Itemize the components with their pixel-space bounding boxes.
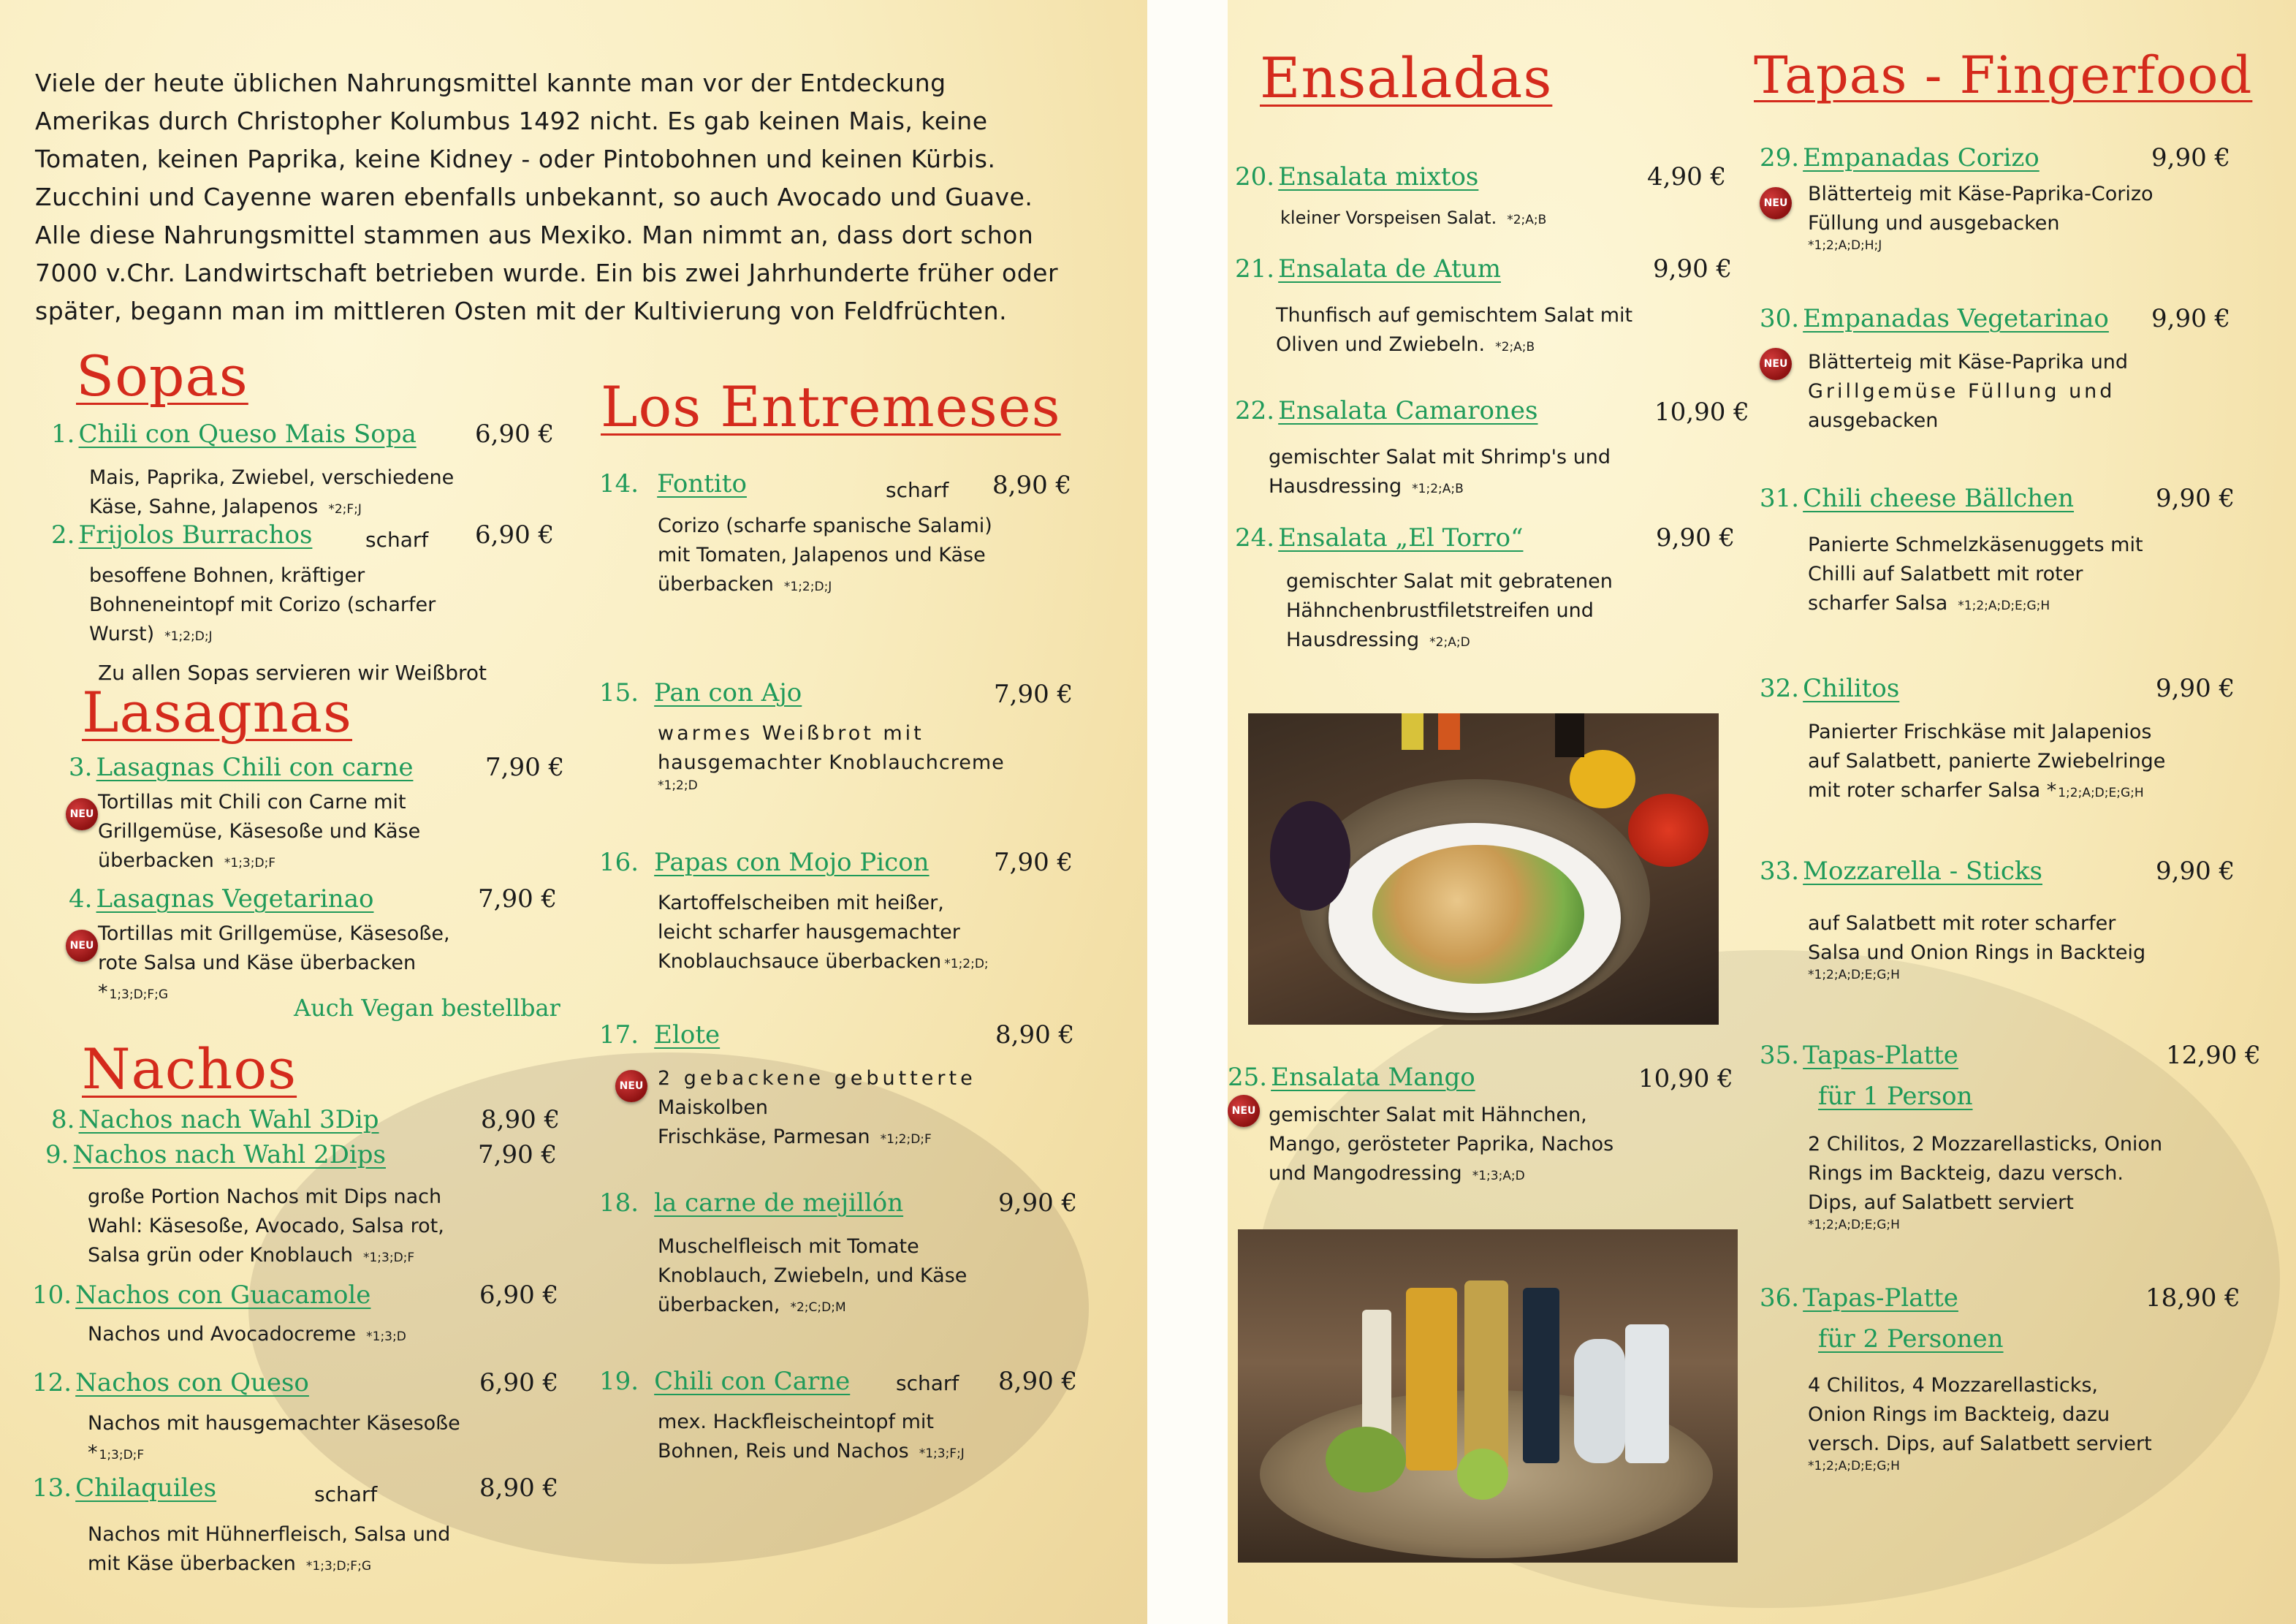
menu-item-31: 31. Chili cheese Bällchen — [1760, 484, 2075, 513]
menu-item-19-price: 8,90 € — [998, 1367, 1078, 1396]
menu-item-33-desc: auf Salatbett mit roter scharfer Salsa und Onion Rings in Backteig *1;2;A;D;E;G;H — [1808, 912, 2146, 982]
section-heading-ensaladas: Ensaladas — [1260, 45, 1553, 110]
new-badge-icon: NEU — [66, 798, 98, 830]
menu-item-17-price: 8,90 € — [995, 1020, 1075, 1050]
menu-item-31-price: 9,90 € — [2156, 484, 2235, 513]
menu-item-24: 24. Ensalata „El Torro“ — [1235, 523, 1524, 553]
menu-item-21-desc: Thunfisch auf gemischtem Salat mit Oliven und Zwiebeln. *2;A;B — [1276, 304, 1633, 356]
menu-page-left — [0, 0, 1147, 1624]
section-heading-sopas: Sopas — [76, 344, 248, 409]
menu-item-4-price: 7,90 € — [478, 884, 558, 914]
bottle-shape — [1402, 713, 1423, 750]
menu-item-10-desc: Nachos und Avocadocreme *1;3;D — [88, 1323, 406, 1346]
menu-item-36-desc: 4 Chilitos, 4 Mozzarellasticks, Onion Rings im Backteig, dazu versch. Dips, auf Salatbett serviert *1;2;A;D;E;G;H — [1808, 1374, 2152, 1473]
menu-item-2-desc: besoffene Bohnen, kräftiger Bohneneintopf mit Corizo (scharfer Wurst) *1;2;D;J — [89, 564, 436, 645]
pepper-shape — [1570, 750, 1635, 808]
menu-item-2: 2. Frijolos Burrachos — [51, 520, 313, 550]
bottle-shape — [1574, 1339, 1625, 1463]
menu-item-4: 4. Lasagnas Vegetarinao — [69, 884, 374, 914]
grapes-shape — [1457, 1449, 1508, 1500]
new-badge-icon: NEU — [1760, 348, 1792, 380]
menu-item-24-price: 9,90 € — [1656, 523, 1736, 553]
menu-item-3-desc: Tortillas mit Chili con Carne mit Grillgemüse, Käsesoße und Käse überbacken *1;3;D;F — [98, 791, 421, 872]
menu-item-13: 13. Chilaquiles — [32, 1473, 217, 1503]
lime-shape — [1326, 1427, 1406, 1492]
tomato-shape — [1628, 794, 1708, 867]
menu-item-10: 10. Nachos con Guacamole — [32, 1280, 371, 1310]
section-heading-nachos: Nachos — [82, 1036, 297, 1101]
menu-item-2-price: 6,90 € — [475, 520, 555, 550]
menu-item-35-desc: 2 Chilitos, 2 Mozzarellasticks, Onion Rings im Backteig, dazu versch. Dips, auf Salatbett serviert *1;2;A;D;E;G;H — [1808, 1133, 2163, 1232]
menu-item-17: 17. Elote — [599, 1020, 721, 1050]
menu-page-right — [1228, 0, 2296, 1624]
menu-item-30-price: 9,90 € — [2151, 304, 2231, 333]
page-gutter — [1147, 0, 1228, 1624]
menu-item-20: 20. Ensalata mixtos — [1235, 162, 1479, 191]
bottle-shape — [1438, 713, 1460, 750]
menu-item-29-desc: Blätterteig mit Käse-Paprika-Corizo Füllung und ausgebacken *1;2;A;D;H;J — [1808, 183, 2154, 253]
menu-item-22: 22. Ensalata Camarones — [1235, 396, 1538, 425]
menu-item-20-desc: kleiner Vorspeisen Salat. *2;A;B — [1280, 208, 1547, 228]
menu-item-15-price: 7,90 € — [994, 680, 1073, 709]
tequila-photo — [1238, 1229, 1738, 1563]
menu-item-16: 16. Papas con Mojo Picon — [599, 848, 930, 877]
bottle-shape — [1406, 1288, 1457, 1471]
vegan-note: Auch Vegan bestellbar — [294, 994, 560, 1022]
menu-item-20-price: 4,90 € — [1647, 162, 1727, 191]
menu-item-12: 12. Nachos con Queso — [32, 1368, 309, 1397]
menu-item-1-price: 6,90 € — [475, 420, 555, 449]
menu-item-30: 30. Empanadas Vegetarinao — [1760, 304, 2109, 333]
menu-item-15-desc: warmes Weißbrot mit hausgemachter Knoblauchcreme *1;2;D — [658, 722, 1005, 793]
menu-item-32: 32. Chilitos — [1760, 674, 1900, 703]
menu-item-25-price: 10,90 € — [1638, 1064, 1733, 1093]
menu-item-12-desc: Nachos mit hausgemachter Käsesoße * 1;3;D;F — [88, 1412, 460, 1464]
bottle-shape — [1464, 1280, 1508, 1471]
menu-item-17-desc: 2 gebackene gebutterte Maiskolben Frischkäse, Parmesan *1;2;D;F — [658, 1067, 976, 1148]
menu-item-14-price: 8,90 € — [992, 471, 1072, 500]
new-badge-icon: NEU — [615, 1070, 647, 1102]
menu-item-9-price: 7,90 € — [478, 1140, 558, 1169]
menu-item-22-desc: gemischter Salat mit Shrimp's und Hausdressing *1;2;A;B — [1269, 446, 1611, 498]
spicy-label: scharf — [365, 528, 429, 552]
menu-item-14-desc: Corizo (scharfe spanische Salami) mit Tomaten, Jalapenos und Käse überbacken *1;2;D;J — [658, 515, 992, 596]
menu-item-35-subtitle: für 1 Person — [1818, 1082, 1973, 1111]
intro-text: Viele der heute üblichen Nahrungsmittel kannte man vor der Entdeckung Amerikas durch Christopher Kolumbus 1492 nicht. Es gab keinen Mais, keine Tomaten, keinen Paprika, keine Kidney - oder Pintobohnen und keinen Kürbis. Zucchini und Cayenne waren ebenfalls unbekannt, so auch Avocado und Guave. Alle diese Nahrungsmittel stammen aus Mexiko. Man nimmt an, dass dort schon 7000 v.Chr. Landwirtschaft betrieben wurde. Ein bis zwei Jahrhunderte früher oder später, begann man im mittleren Osten mit der Kultivierung von Feldfrüchten. — [35, 69, 1059, 325]
menu-item-4-desc: Tortillas mit Grillgemüse, Käsesoße, rote Salsa und Käse überbacken * 1;3;D;F;G — [98, 922, 450, 1003]
menu-item-1: 1. Chili con Queso Mais Sopa — [51, 420, 417, 449]
bottle-shape — [1555, 713, 1584, 757]
menu-item-10-price: 6,90 € — [479, 1280, 559, 1310]
menu-item-33: 33. Mozzarella - Sticks — [1760, 857, 2042, 886]
menu-item-19-desc: mex. Hackfleischeintopf mit Bohnen, Reis und Nachos *1;3;F;J — [658, 1411, 965, 1462]
menu-item-21-price: 9,90 € — [1653, 254, 1733, 284]
section-heading-entremeses: Los Entremeses — [601, 374, 1061, 439]
menu-item-15: 15. Pan con Ajo — [599, 678, 802, 707]
bottle-shape — [1625, 1324, 1669, 1463]
spicy-label: scharf — [896, 1371, 959, 1395]
menu-item-13-desc: Nachos mit Hühnerfleisch, Salsa und mit Käse überbacken *1;3;D;F;G — [88, 1523, 451, 1575]
menu-item-36: 36. Tapas-Platte — [1760, 1283, 1958, 1313]
menu-item-3: 3. Lasagnas Chili con carne — [69, 753, 414, 782]
menu-item-32-desc: Panierter Frischkäse mit Jalapenios auf Salatbett, panierte Zwiebelringe mit roter scharfer Salsa * 1;2;A;D;E;G;H — [1808, 721, 2166, 802]
menu-item-9: 9. Nachos nach Wahl 2Dips — [45, 1140, 386, 1169]
sopas-bread-note: Zu allen Sopas servieren wir Weißbrot — [98, 661, 487, 685]
spicy-label: scharf — [314, 1482, 378, 1506]
eggplant-shape — [1270, 801, 1350, 911]
bottle-shape — [1523, 1288, 1559, 1463]
menu-item-13-price: 8,90 € — [479, 1473, 559, 1503]
menu-item-12-price: 6,90 € — [479, 1368, 559, 1397]
menu-item-9-desc: große Portion Nachos mit Dips nach Wahl: Käsesoße, Avocado, Salsa rot, Salsa grün oder Knoblauch *1;3;D;F — [88, 1185, 444, 1267]
menu-item-16-desc: Kartoffelscheiben mit heißer, leicht scharfer hausgemachter Knoblauchsauce überbacken *1;2;D; — [658, 892, 989, 973]
menu-item-30-desc: Blätterteig mit Käse-Paprika und Grillgemüse Füllung und ausgebacken — [1808, 351, 2129, 432]
menu-item-24-desc: gemischter Salat mit gebratenen Hähnchenbrustfiletstreifen und Hausdressing *2;A;D — [1286, 570, 1613, 651]
menu-item-32-price: 9,90 € — [2156, 674, 2235, 703]
new-badge-icon: NEU — [1228, 1095, 1260, 1127]
menu-item-29-price: 9,90 € — [2151, 143, 2231, 172]
menu-item-3-price: 7,90 € — [485, 753, 565, 782]
menu-item-31-desc: Panierte Schmelzkäsenuggets mit Chilli auf Salatbett mit roter scharfer Salsa *1;2;A;D;E;G;H — [1808, 534, 2143, 615]
menu-item-25-desc: gemischter Salat mit Hähnchen, Mango, gerösteter Paprika, Nachos und Mangodressing *1;3;A;D — [1269, 1104, 1614, 1185]
menu-item-35: 35. Tapas-Platte — [1760, 1041, 1958, 1070]
menu-item-8: 8. Nachos nach Wahl 3Dip — [51, 1105, 379, 1134]
new-badge-icon: NEU — [1760, 187, 1792, 219]
menu-item-29: 29. Empanadas Corizo — [1760, 143, 2040, 172]
menu-item-25: 25. Ensalata Mango — [1228, 1063, 1475, 1092]
salad-shape — [1372, 845, 1584, 984]
menu-item-8-price: 8,90 € — [481, 1105, 560, 1134]
menu-item-16-price: 7,90 € — [994, 848, 1073, 877]
menu-item-1-desc: Mais, Paprika, Zwiebel, verschiedene Käse, Sahne, Jalapenos *2;F;J — [89, 466, 455, 518]
menu-item-33-price: 9,90 € — [2156, 857, 2235, 886]
menu-item-18-price: 9,90 € — [998, 1188, 1078, 1218]
section-heading-lasagnas: Lasagnas — [82, 680, 353, 745]
section-heading-tapas: Tapas - Fingerfood — [1754, 45, 2253, 105]
menu-item-14: 14. Fontito — [599, 469, 747, 498]
menu-item-22-price: 10,90 € — [1654, 398, 1749, 427]
menu-item-36-subtitle: für 2 Personen — [1818, 1324, 2004, 1354]
spicy-label: scharf — [886, 478, 949, 502]
menu-item-35-price: 12,90 € — [2166, 1041, 2261, 1070]
salad-photo — [1248, 713, 1719, 1025]
menu-item-36-price: 18,90 € — [2145, 1283, 2240, 1313]
menu-item-18-desc: Muschelfleisch mit Tomate Knoblauch, Zwiebeln, und Käse überbacken, *2;C;D;M — [658, 1235, 968, 1316]
menu-item-21: 21. Ensalata de Atum — [1235, 254, 1501, 284]
menu-item-18: 18. la carne de mejillón — [599, 1188, 904, 1218]
new-badge-icon: NEU — [66, 930, 98, 962]
menu-item-19: 19. Chili con Carne — [599, 1367, 851, 1396]
